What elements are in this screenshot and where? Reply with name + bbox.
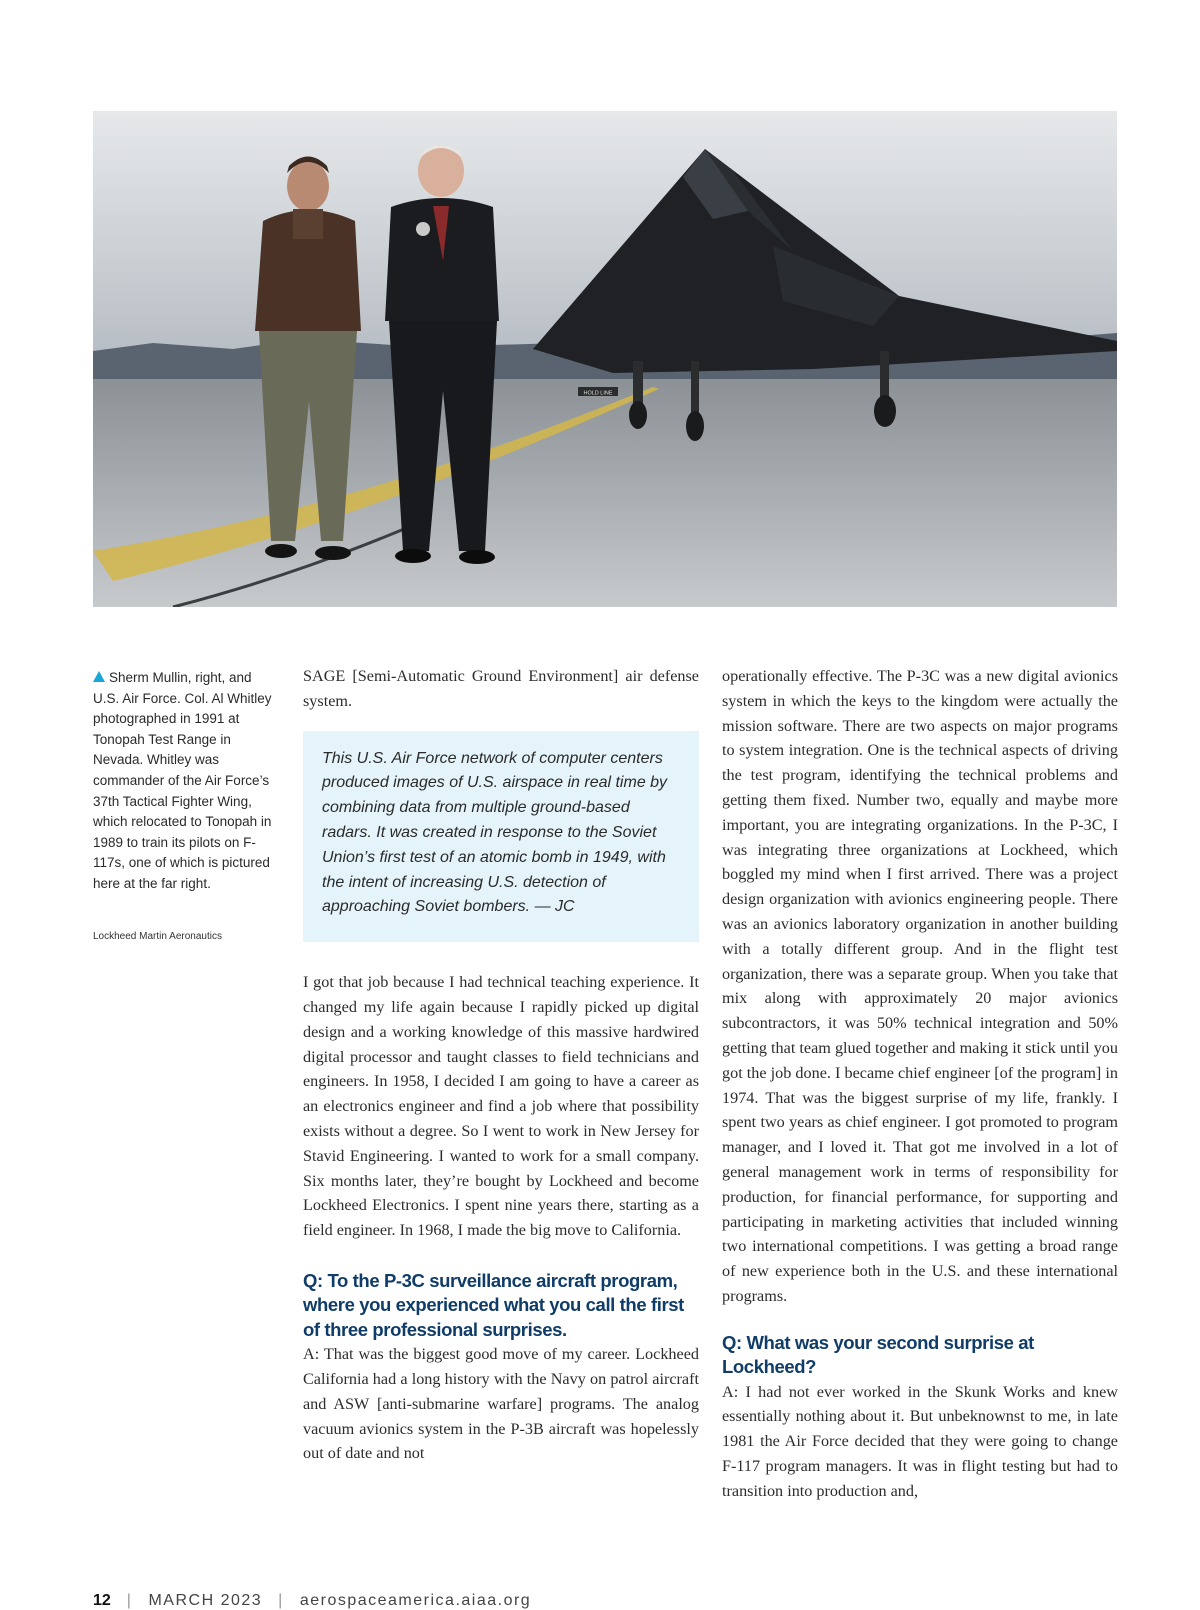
column-1-paragraph: I got that job because I had technical teaching experience. It changed my life again because I rapidly picked up digital design and a working knowledge of this massive hardwired digital processor and taught classes to field technicians and engineers. In 1958, I decided I am going to have a career as an electronics engineer and find a job where that possibility exists without a degree. So I went to work in New Jersey for Stavid Engineering. I wanted to work for a small company. Six months later, they’re bought by Lockheed and become Lockheed Electronics. I spent nine years there, starting as a field engineer. In 1968, I made the big move to California. xyxy=(303,973,699,1240)
answer-second-surprise: A: I had not ever worked in the Skunk Works and knew essentially nothing about it. But unbeknownst to me, in late 1981 the Air Force decided that they were going to change F-117 program managers. It was in flight testing but had to transition into production and, xyxy=(722,1382,1118,1500)
article-column-2 xyxy=(722,664,1118,1504)
question-p3c: Q: To the P-3C surveillance aircraft program, where you experienced what you call the first of three professional surprises. xyxy=(303,1269,684,1340)
runway-sign-text: HOLD LINE xyxy=(583,390,613,397)
page-number: 12 xyxy=(93,1592,111,1609)
sage-sidebar: This U.S. Air Force network of computer centers produced images of U.S. airspace in real time by combining data from multiple ground-based radars. It was created in response to the Soviet Union’s first test of an atomic bomb in 1949, with the intent of increasing U.S. detection of approaching Soviet bombers. — JC xyxy=(303,731,699,943)
caption-text: Sherm Mullin, right, and U.S. Air Force. Col. Al Whitley photographed in 1991 at Tonopah Test Range in Nevada. Whitley was commander of the Air Force’s 37th Tactical Fighter Wing, which relocated to Tonopah in 1989 to train its pilots on F-117s, one of which is pictured here at the far right. xyxy=(93,670,272,891)
article-column-1 xyxy=(303,664,699,1466)
column-2-paragraph: operationally effective. The P-3C was a new digital avionics system in which the keys to the kingdom were actually the mission software. There are two aspects on major programs to system integration. One is the technical aspects of driving the test program, identifying the technical problems and getting them fixed. Number two, equally and maybe more important, you are integrating organizations. In the P-3C, I was integrating three organizations at Lockheed, which boggled my mind when I first arrived. There was a project design organization with avionics engineering people. There was an avionics laboratory organization in another building with a totally different group. And in the flight test organization, there was a separate group. When you take that mix along with approximately 20 major avionics subcontractors, it was 50% technical integration and 50% getting that team glued together and making it stick until you got the job done. I became chief engineer [of the program] in 1974. That was the biggest surprise of my life, frankly. I spent two years as chief engineer. I got promoted to program manager, and I loved it. That got me involved in a lot of general management work in terms of responsibility for production, for financial performance, for supporting and participating in marketing activities that included winning two international competitions. I was getting a broad range of new experience both in the U.S. and these international programs. xyxy=(722,667,1118,1305)
page-footer xyxy=(93,1592,531,1610)
photo-credit: Lockheed Martin Aeronautics xyxy=(93,931,222,942)
column-1-lead: SAGE [Semi-Automatic Ground Environment] air defense system. xyxy=(303,667,699,710)
issue-date: MARCH 2023 xyxy=(148,1592,263,1609)
answer-p3c: A: That was the biggest good move of my career. Lockheed California had a long history with the Navy on patrol aircraft and ASW [anti-submarine warfare] programs. The analog vacuum avionics system in the P-3B aircraft was hopelessly out of date and not xyxy=(303,1345,699,1463)
photo-caption xyxy=(93,668,278,895)
runway xyxy=(93,379,1117,607)
website-link[interactable]: aerospaceamerica.aiaa.org xyxy=(299,1592,532,1609)
caption-triangle-icon xyxy=(93,671,105,682)
photo-illustration xyxy=(93,111,1117,607)
footer-separator: | xyxy=(126,1592,133,1609)
footer-separator: | xyxy=(278,1592,284,1609)
question-second-surprise: Q: What was your second surprise at Lockheed? xyxy=(722,1331,1034,1378)
feature-photo xyxy=(93,111,1117,607)
